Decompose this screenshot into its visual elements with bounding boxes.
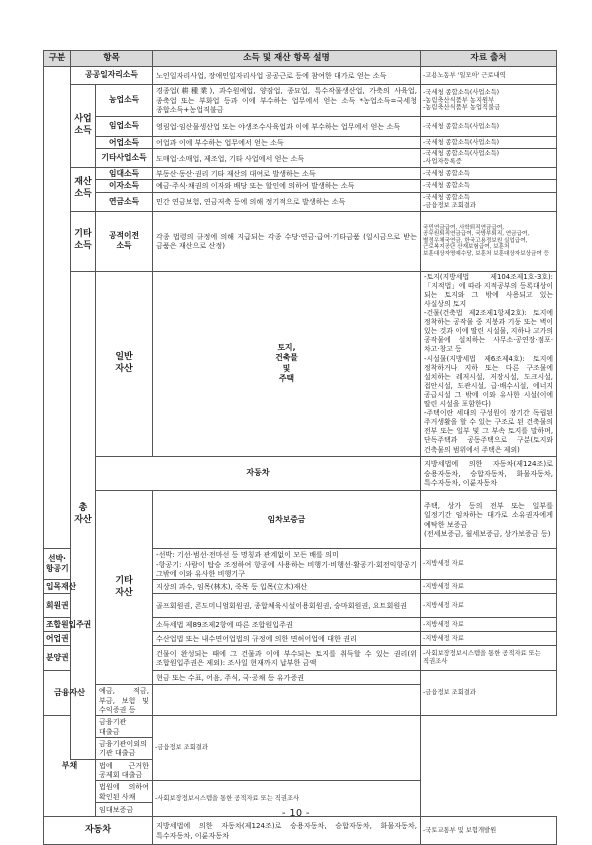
row-desc: 금융기관 대출금 [96, 716, 153, 738]
row-desc: 주택, 상가 등의 전부 또는 일부를 일정기간 임차하는 대가로 소유권자에게 예탁한 보증금 (전세보증금, 월세보증금, 상가보증금 등) [421, 491, 557, 549]
other-assets-category: 기타 자산 [96, 491, 153, 685]
row-src: -금융정보 조회결과 [153, 716, 421, 781]
table-row [44, 180, 557, 192]
row-src: -지방세정 자료 [421, 618, 557, 632]
row-desc: 임대보증금 [96, 803, 153, 817]
row-desc: 예금·주식·채권의 이자와 배당 또는 할인에 의하여 발생하는 소득 [153, 180, 421, 192]
row-desc: 지상의 과수, 임목(林木), 죽목 등 입목(立木)재산 [153, 580, 421, 594]
row-src: -국토교통부 및 보험개발원 [421, 817, 557, 845]
table-header-row [44, 51, 557, 67]
row-src: -국세청 종합소득(사업소득) [421, 117, 557, 137]
table-row [44, 67, 557, 85]
row-desc: 지방세법에 의한 자동차(제124조)로 승용자동차, 승합자동차, 화물자동차, 특수자동차, 이륜자동차 [421, 456, 557, 490]
row-src: -사회보장정보시스템을 통한 공적자료 또는 직권조사 [421, 646, 557, 671]
business-income-category: 사업 소득 [71, 85, 96, 168]
row-desc: 수산업법 또는 내수면어업법의 규정에 의한 면허어업에 대한 권리 [153, 632, 421, 646]
row-src: -지방세정 자료 [421, 549, 557, 580]
table-row [44, 85, 557, 117]
row-desc: 각종 법령의 규정에 의해 지급되는 각종 수당·연금·급여·기타금품 (일시금으로 받는 금품은 재산으로 산정) [153, 211, 421, 271]
row-src: -사회보장정보시스템을 통한 공적자료 또는 직권조사 [153, 781, 421, 817]
income-property-table-wrapper [43, 50, 556, 845]
debt-category: 부채 [44, 716, 96, 817]
table-row [44, 456, 557, 490]
finance-assets-category: 금융자산 [44, 671, 96, 716]
row-item: 어업권 [44, 632, 71, 646]
table-row [44, 192, 557, 211]
row-item: 연금소득 [96, 192, 153, 211]
row-item: 선박·항공기 [44, 549, 71, 580]
car-category: 자동차 [44, 817, 153, 845]
row-item: 입목재산 [44, 580, 71, 594]
row-item: 조합원입주권 [44, 618, 71, 632]
table-row [44, 149, 557, 168]
row-src: -국세청 종합소득 -금융정보 조회결과 [421, 192, 557, 211]
row-item: 이자소득 [96, 180, 153, 192]
row-item: 토지, 건축물 및 주택 [153, 271, 421, 456]
row-desc: -토지(지방세법 제104조제1호-3호): 「지적법」에 따라 지적공부의 등록대상이 되는 토지와 그 밖에 사용되고 있는 사실상의 토지 -건물(건축법 제2조제1항제2호): 토지에 정착하는 공작물 중 지붕과 기둥 또는 벽이 있는 것과 이에 딸린 시설물, 지하나 고가의 공작물에 설치하는 사무소·공연장·점포·차고·창고 등 -시설물(지방세법 제6조제4호): 토지에 정착하거나 지하 또는 다른 구조물에 설치하는 레저시설, 저장시설, 도크시설, 접안시설, 도관시설, 급·배수시설, 에너지 공급시설 그 밖에 이와 유사한 시설(이에 딸린 시설을 포함한다) -주택이란 세대의 구성원이 장기간 독립된 주거생활을 할 수 있는 구조로 된 건축물의 전부 또는 일부 및 그 부속 토지를 말하며, 단독주택과 공동주택으로 구분(토지와 건축물의 범위에서 주택은 제외) [421, 271, 557, 456]
header-category: 구분 [44, 51, 71, 67]
row-src: 국민연금급여, 사학퇴직연금급여, 공무원퇴직연금급여, 국방부퇴직, 연금급여, 별정우체국연금, 한국고용정보원 실업급여, 근로복지공단 산재보험급여, 보훈처 보훈대상자명예수당, 보훈처 보훈대상자보상금여 등 [421, 211, 557, 271]
row-item: 회원권 [44, 594, 71, 618]
income-property-table [43, 50, 557, 845]
row-desc: -선박: 기선·범선·전마선 등 명칭과 관계없이 모든 배를 의미 -항공기: 사람이 탑승 조정하여 항공에 사용하는 비행기·비행선·활공기·회전익항공기 그밖에 이와 유사한 비행기구 [153, 549, 421, 580]
row-item: 임대소득 [96, 168, 153, 180]
row-desc: 노인일자리사업, 장애인일자리사업 공공근로 등에 참여한 대가로 얻는 소득 [153, 67, 421, 85]
general-assets-category: 일반 자산 [96, 271, 153, 456]
page-number: - 10 - [282, 808, 310, 819]
row-item: 임차보증금 [153, 491, 421, 549]
row-desc: 법에 근거한 공제회 대출금 [96, 759, 153, 781]
row-item: 기타사업소득 [96, 149, 153, 168]
row-item: 공공일자리소득 [71, 67, 153, 85]
row-desc: 도매업·소매업, 제조업, 기타 사업에서 얻는 소득 [153, 149, 421, 168]
header-item: 항목 [71, 51, 153, 67]
property-income-category: 재산 소득 [71, 168, 96, 211]
income-category-blank [44, 67, 71, 549]
row-desc: 금융기관이외의 기관 대출금 [96, 738, 153, 760]
header-description: 소득 및 재산 항목 설명 [153, 51, 421, 67]
table-row [44, 781, 557, 803]
row-item: 농업소득 [96, 85, 153, 117]
row-src: -지방세정 자료 [421, 580, 557, 594]
row-item: 자동차 [96, 456, 421, 490]
row-src: -지방세정 자료 [421, 594, 557, 618]
row-item: 분양권 [44, 646, 71, 671]
table-row [44, 817, 557, 845]
row-item: 공적이전 소득 [96, 211, 153, 271]
other-income-category: 기타 소득 [71, 211, 96, 271]
row-src: -국세청 종합소득(사업소득) -농림축산식품부 농지원부 -농림축산식품부 농업직불금 [421, 85, 557, 117]
row-src: -지방세정 자료 [421, 632, 557, 646]
row-desc: 건물이 완성되는 때에 그 건물과 이에 부수되는 토지를 취득할 수 있는 권리(위 조합원입주권은 제외): 조사일 현재까지 납부한 금액 [153, 646, 421, 671]
row-desc: 예금, 적금, 부금, 보험 및 수익증권 등 [96, 685, 153, 716]
row-src: -국세청 종합소득(사업소득) [421, 137, 557, 149]
row-desc: 어업과 이에 부수하는 업무에서 얻는 소득 [153, 137, 421, 149]
row-desc: 소득세법 제89조제2항에 따른 조합원입주권 [153, 618, 421, 632]
table-row [44, 716, 557, 738]
row-item: 임업소득 [96, 117, 153, 137]
table-row [44, 271, 557, 456]
row-src: -고용노동부 '일모아' 근로내역 [421, 67, 557, 85]
row-desc: 법원에 의하여 확인된 사채 [96, 781, 153, 803]
row-desc: 부동산·동산·권리 기타 재산의 대여로 발생하는 소득 [153, 168, 421, 180]
row-src: -국세청 종합소득 [421, 180, 557, 192]
table-row [44, 211, 557, 271]
row-desc: 경종업(耕種業), 과수원예업, 양잠업, 종묘업, 특수작물생산업, 가축의 사육업, 종축업 또는 부화업 등과 이에 부수하는 업무에서 얻는 소득 *농업소득=국세청 종합소득+농업직불금 [153, 85, 421, 117]
row-desc: 현금 또는 수표, 어음, 주식, 국·공채 등 유가증권 [153, 671, 421, 685]
header-source: 자료 출처 [421, 51, 557, 67]
row-src: -국세청 종합소득 [421, 168, 557, 180]
row-desc: 골프회원권, 콘도미니엄회원권, 종합체육시설이용회원권, 승마회원권, 요트회원권 [153, 594, 421, 618]
table-row [44, 137, 557, 149]
row-src: -금융정보 조회결과 [421, 671, 557, 716]
row-desc: 지방세법에 의한 자동차(제124조)로 승용자동차, 승합자동차, 화물자동차, 특수자동차, 이륜자동차 [153, 817, 421, 845]
row-item: 어업소득 [96, 137, 153, 149]
row-src: -국세청 종합소득(사업소득) -사업자등록증 [421, 149, 557, 168]
total-assets-category: 총 자산 [71, 271, 96, 759]
table-row [44, 491, 557, 549]
row-desc: 민간 연금보험, 연금저축 등에 의해 정기적으로 발생하는 소득 [153, 192, 421, 211]
table-row [44, 168, 557, 180]
table-row [44, 117, 557, 137]
row-desc: 영림업·임산물생산업 또는 야생조수사육업과 이에 부수하는 업무에서 얻는 소득 [153, 117, 421, 137]
